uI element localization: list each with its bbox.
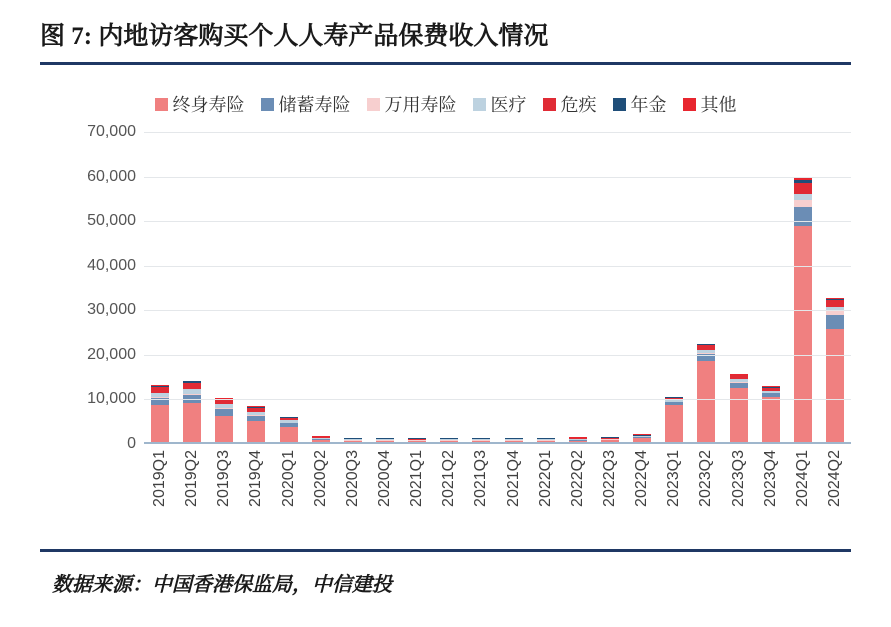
bar-group[interactable]	[498, 132, 530, 442]
bar-stack	[183, 381, 201, 442]
bar-group[interactable]	[208, 132, 240, 442]
y-axis-labels	[40, 123, 142, 452]
gridline	[144, 221, 851, 222]
x-axis-tick-label: 2022Q1	[536, 450, 554, 507]
bar-segment	[794, 226, 812, 442]
bar-segment	[151, 405, 169, 442]
bar-segment	[408, 441, 426, 442]
bar-group[interactable]	[594, 132, 626, 442]
legend-item[interactable]	[613, 91, 667, 117]
bar-segment	[472, 441, 490, 442]
x-axis-tick	[787, 450, 819, 532]
bar-segment	[280, 427, 298, 442]
x-axis-tick-label: 2024Q1	[793, 450, 811, 507]
bar-group[interactable]	[144, 132, 176, 442]
legend-item[interactable]	[473, 91, 527, 117]
bar-group[interactable]	[337, 132, 369, 442]
x-axis-tick-label: 2023Q4	[761, 450, 779, 507]
y-axis-tick-label: 0	[127, 435, 136, 452]
legend-label: 医疗	[490, 95, 527, 115]
bar-segment	[826, 315, 844, 329]
x-axis-tick	[723, 450, 755, 532]
x-axis-labels	[144, 450, 851, 532]
bar-segment	[794, 200, 812, 207]
y-axis-tick-label: 20,000	[87, 345, 136, 363]
bar-stack	[280, 417, 298, 442]
x-axis-tick	[819, 450, 851, 532]
x-axis-tick	[144, 450, 176, 532]
bar-group[interactable]	[562, 132, 594, 442]
x-axis-tick-label: 2021Q2	[440, 450, 458, 507]
bar-group[interactable]	[658, 132, 690, 442]
title-divider-top	[40, 62, 851, 65]
legend-item[interactable]	[543, 91, 597, 117]
bar-segment	[215, 409, 233, 416]
legend-swatch-icon	[261, 98, 274, 111]
source-divider	[40, 549, 851, 552]
bar-stack	[440, 438, 458, 442]
legend-label: 储蓄寿险	[278, 95, 351, 115]
x-axis-tick-label: 2019Q4	[247, 450, 265, 507]
gridline	[144, 266, 851, 267]
bar-group[interactable]	[273, 132, 305, 442]
x-axis-tick-label: 2019Q3	[215, 450, 233, 507]
x-axis-tick-label: 2023Q2	[697, 450, 715, 507]
x-axis-tick-label: 2021Q1	[408, 450, 426, 507]
bar-segment	[826, 300, 844, 307]
bar-segment	[794, 207, 812, 226]
x-axis-tick	[208, 450, 240, 532]
x-axis-tick	[594, 450, 626, 532]
bar-segment	[312, 440, 330, 442]
bar-segment	[762, 397, 780, 442]
x-axis-tick-label: 2020Q4	[376, 450, 394, 507]
bar-segment	[183, 403, 201, 442]
x-axis-tick-label: 2022Q2	[568, 450, 586, 507]
legend-label: 终身寿险	[172, 95, 245, 115]
bar-group[interactable]	[240, 132, 272, 442]
bar-segment	[344, 441, 362, 442]
gridline	[144, 132, 851, 133]
bar-segment	[440, 441, 458, 442]
bar-segment	[794, 183, 812, 194]
legend-item[interactable]	[155, 91, 245, 117]
bar-stack	[247, 406, 265, 442]
x-axis-tick-label: 2019Q2	[183, 450, 201, 507]
legend-label: 万用寿险	[384, 95, 457, 115]
bar-series-container	[144, 132, 851, 442]
x-axis-tick	[498, 450, 530, 532]
x-axis-tick	[562, 450, 594, 532]
bar-stack	[312, 436, 330, 442]
bar-group[interactable]	[401, 132, 433, 442]
x-axis-tick	[626, 450, 658, 532]
legend-label: 其他	[700, 95, 737, 115]
x-axis-tick-label: 2020Q1	[279, 450, 297, 507]
bar-stack	[505, 438, 523, 442]
legend-swatch-icon	[155, 98, 168, 111]
x-axis-tick-label: 2022Q3	[601, 450, 619, 507]
legend-swatch-icon	[613, 98, 626, 111]
legend-item[interactable]	[367, 91, 457, 117]
x-axis-tick	[337, 450, 369, 532]
bar-segment	[730, 388, 748, 442]
x-axis-tick-label: 2021Q4	[504, 450, 522, 507]
bar-group[interactable]	[755, 132, 787, 442]
y-axis-tick-label: 30,000	[87, 301, 136, 319]
bar-segment	[665, 405, 683, 442]
y-axis-tick-label: 10,000	[87, 390, 136, 408]
bar-stack	[762, 386, 780, 442]
bar-stack	[151, 385, 169, 442]
bar-segment	[183, 383, 201, 390]
bar-stack	[537, 438, 555, 442]
x-axis-tick	[658, 450, 690, 532]
bar-segment	[215, 416, 233, 442]
x-axis-tick	[690, 450, 722, 532]
chart-legend	[40, 90, 851, 118]
bar-group[interactable]	[305, 132, 337, 442]
bar-stack	[408, 438, 426, 442]
legend-label: 年金	[630, 95, 667, 115]
gridline	[144, 355, 851, 356]
x-axis-tick-label: 2020Q3	[343, 450, 361, 507]
x-axis-tick	[273, 450, 305, 532]
gridline	[144, 310, 851, 311]
page-title: 图 7: 内地访客购买个人人寿产品保费收入情况	[40, 23, 549, 50]
bar-segment	[697, 361, 715, 442]
bar-segment	[537, 441, 555, 442]
bar-group[interactable]	[433, 132, 465, 442]
x-axis-tick-label: 2023Q3	[729, 450, 747, 507]
bar-stack	[472, 438, 490, 442]
bar-stack	[730, 374, 748, 442]
bar-segment	[247, 421, 265, 442]
x-axis-tick-label: 2023Q1	[665, 450, 683, 507]
bar-group[interactable]	[690, 132, 722, 442]
bar-group[interactable]	[465, 132, 497, 442]
legend-label: 危疾	[560, 95, 597, 115]
bar-stack	[344, 438, 362, 442]
x-axis-tick	[433, 450, 465, 532]
source-note: 数据来源：中国香港保监局，中信建投	[52, 574, 392, 596]
legend-swatch-icon	[367, 98, 380, 111]
bar-segment	[826, 329, 844, 442]
bar-segment	[569, 441, 587, 442]
x-axis-tick	[176, 450, 208, 532]
bar-group[interactable]	[369, 132, 401, 442]
legend-swatch-icon	[543, 98, 556, 111]
bar-group[interactable]	[530, 132, 562, 442]
legend-swatch-icon	[473, 98, 486, 111]
x-axis-tick	[240, 450, 272, 532]
gridline	[144, 177, 851, 178]
bar-segment	[633, 438, 651, 442]
bar-stack	[569, 437, 587, 442]
bar-stack	[697, 344, 715, 442]
x-axis-tick	[401, 450, 433, 532]
chart-grid	[144, 132, 851, 444]
legend-item[interactable]	[261, 91, 351, 117]
legend-item[interactable]	[683, 91, 737, 117]
bar-stack	[633, 434, 651, 442]
x-axis-tick-label: 2019Q1	[151, 450, 169, 507]
bar-group[interactable]	[626, 132, 658, 442]
x-axis-tick	[530, 450, 562, 532]
y-axis-tick-label: 70,000	[87, 123, 136, 140]
bar-stack	[601, 437, 619, 442]
bar-group[interactable]	[787, 132, 819, 442]
bar-group[interactable]	[176, 132, 208, 442]
x-axis-tick-label: 2024Q2	[826, 450, 844, 507]
x-axis-tick	[369, 450, 401, 532]
x-axis-tick-label: 2020Q2	[311, 450, 329, 507]
chart-plot-area	[40, 123, 851, 532]
y-axis-tick-label: 40,000	[87, 256, 136, 274]
bar-segment	[376, 441, 394, 442]
bar-segment	[505, 441, 523, 442]
bar-group[interactable]	[723, 132, 755, 442]
bar-group[interactable]	[819, 132, 851, 442]
x-axis-tick-label: 2021Q3	[472, 450, 490, 507]
bar-stack	[665, 397, 683, 442]
bar-segment	[601, 440, 619, 442]
x-axis-tick	[755, 450, 787, 532]
y-axis-tick-label: 50,000	[87, 212, 136, 230]
gridline	[144, 399, 851, 400]
x-axis-tick	[465, 450, 497, 532]
y-axis-tick-label: 60,000	[87, 167, 136, 185]
bar-stack	[826, 298, 844, 442]
x-axis-tick	[305, 450, 337, 532]
figure-title-row	[40, 14, 851, 54]
legend-swatch-icon	[683, 98, 696, 111]
bar-stack	[215, 398, 233, 442]
bar-stack	[376, 438, 394, 442]
bar-segment	[794, 194, 812, 201]
x-axis-tick-label: 2022Q4	[633, 450, 651, 507]
